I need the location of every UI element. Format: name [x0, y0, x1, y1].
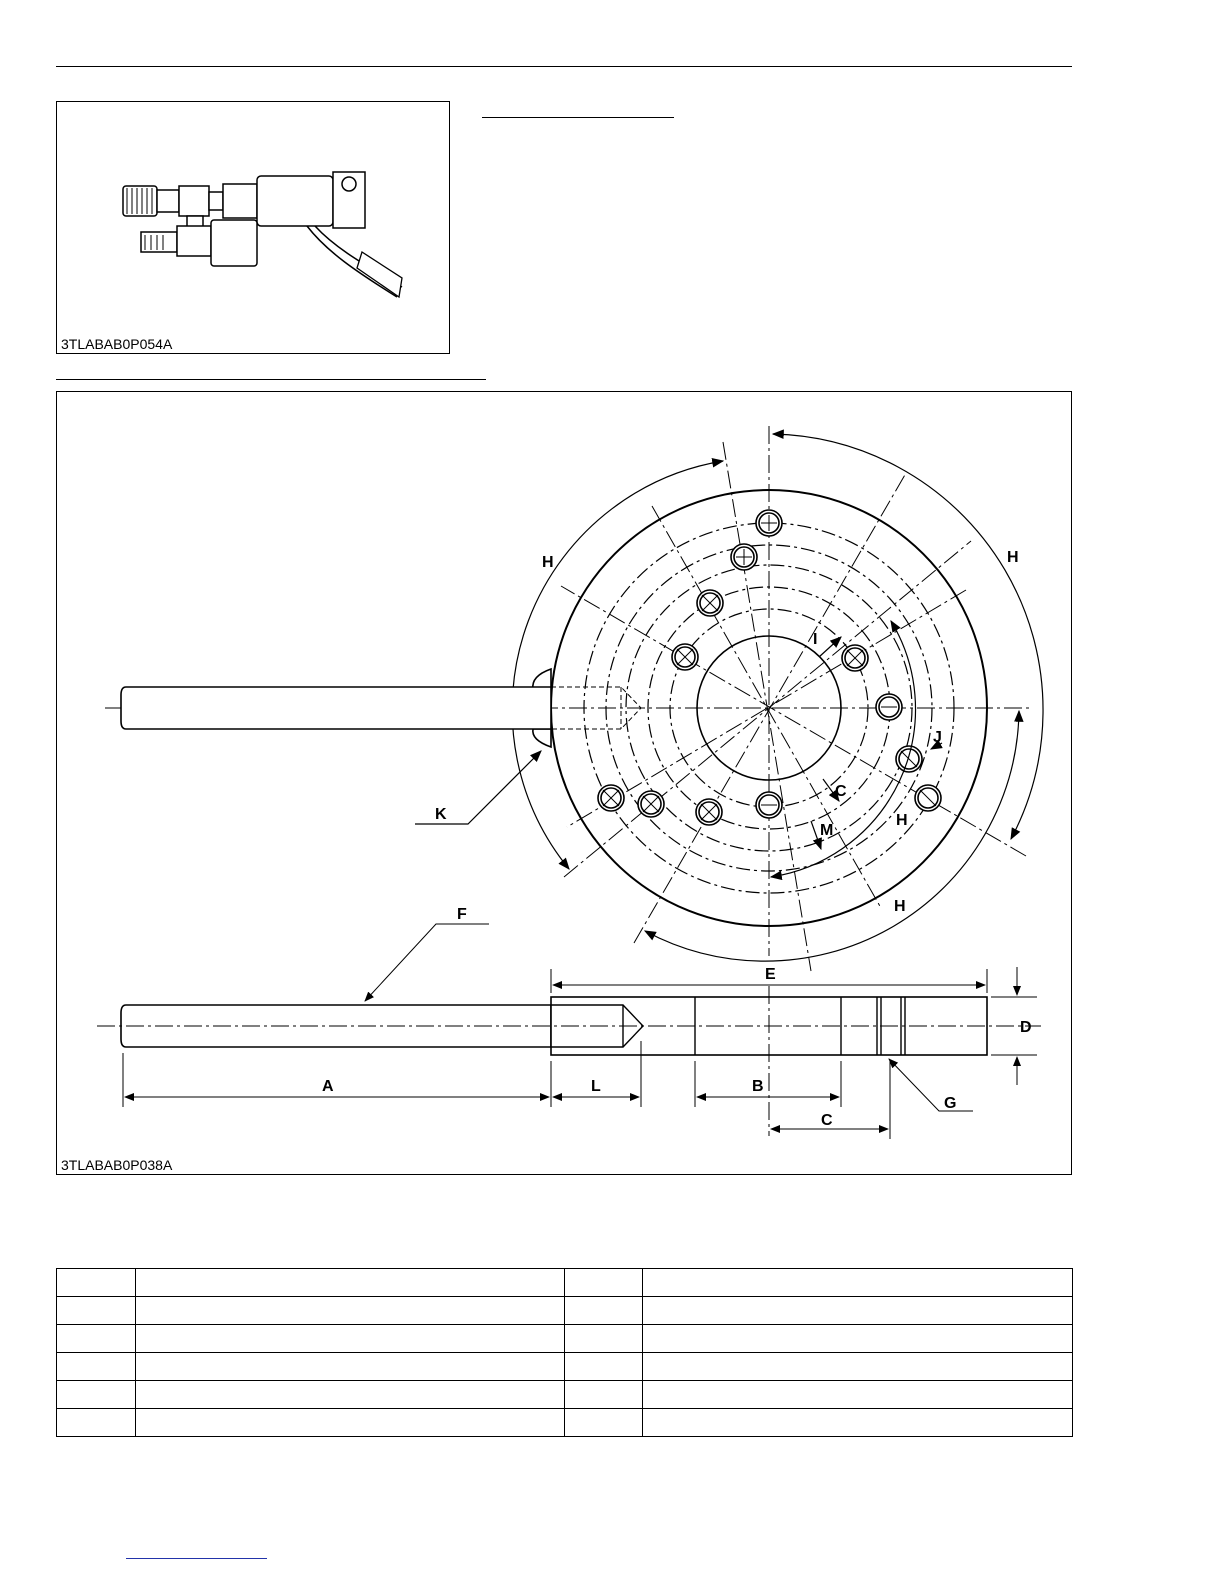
table-cell	[643, 1409, 1073, 1437]
table-cell	[565, 1353, 643, 1381]
table-row	[57, 1269, 1073, 1297]
table-cell	[565, 1381, 643, 1409]
section-divider-rule	[56, 379, 486, 380]
table-cell	[136, 1269, 565, 1297]
table-cell	[565, 1297, 643, 1325]
table-cell	[57, 1297, 136, 1325]
table-row	[57, 1381, 1073, 1409]
figure-top-box	[56, 101, 450, 354]
table-row	[57, 1297, 1073, 1325]
figure-main-box	[56, 391, 1072, 1175]
label-e: E	[765, 966, 776, 983]
figure-main-caption: 3TLABAB0P038A	[61, 1157, 173, 1173]
label-m: M	[820, 822, 834, 839]
table-cell	[57, 1409, 136, 1437]
label-g: G	[944, 1095, 957, 1112]
table-cell	[565, 1409, 643, 1437]
label-h-bottom: H	[894, 898, 906, 915]
table-cell	[136, 1409, 565, 1437]
table-cell	[136, 1353, 565, 1381]
figure-top-caption: 3TLABAB0P054A	[61, 336, 173, 352]
table-cell	[565, 1269, 643, 1297]
label-h-inner: H	[896, 812, 908, 829]
table-cell	[643, 1269, 1073, 1297]
label-i: I	[813, 631, 818, 648]
table-cell	[643, 1353, 1073, 1381]
label-l: L	[591, 1078, 601, 1095]
label-h-right: H	[1007, 549, 1019, 566]
table-cell	[136, 1381, 565, 1409]
table-cell	[136, 1325, 565, 1353]
table-cell	[643, 1381, 1073, 1409]
label-j: J	[933, 729, 942, 746]
label-c-plan: C	[835, 783, 847, 800]
label-d: D	[1020, 1019, 1032, 1036]
label-h-left: H	[542, 554, 554, 571]
table-cell	[565, 1325, 643, 1353]
table-cell	[57, 1325, 136, 1353]
label-k: K	[435, 806, 447, 823]
dimension-table	[56, 1268, 1073, 1437]
table-cell	[643, 1297, 1073, 1325]
flywheel-puller-drawing	[57, 392, 1071, 1174]
label-f: F	[457, 906, 467, 923]
header-rule	[56, 66, 1072, 67]
section-heading-underline	[482, 117, 674, 118]
table-row	[57, 1325, 1073, 1353]
label-a: A	[322, 1078, 334, 1095]
table-row	[57, 1353, 1073, 1381]
table-cell	[57, 1381, 136, 1409]
label-b: B	[752, 1078, 764, 1095]
footer-link-underline[interactable]	[126, 1558, 267, 1559]
table-row	[57, 1409, 1073, 1437]
table-cell	[57, 1353, 136, 1381]
gauge-connector-illustration	[57, 102, 449, 353]
table-cell	[136, 1297, 565, 1325]
table-cell	[57, 1269, 136, 1297]
table-cell	[643, 1325, 1073, 1353]
label-c-side: C	[821, 1112, 833, 1129]
